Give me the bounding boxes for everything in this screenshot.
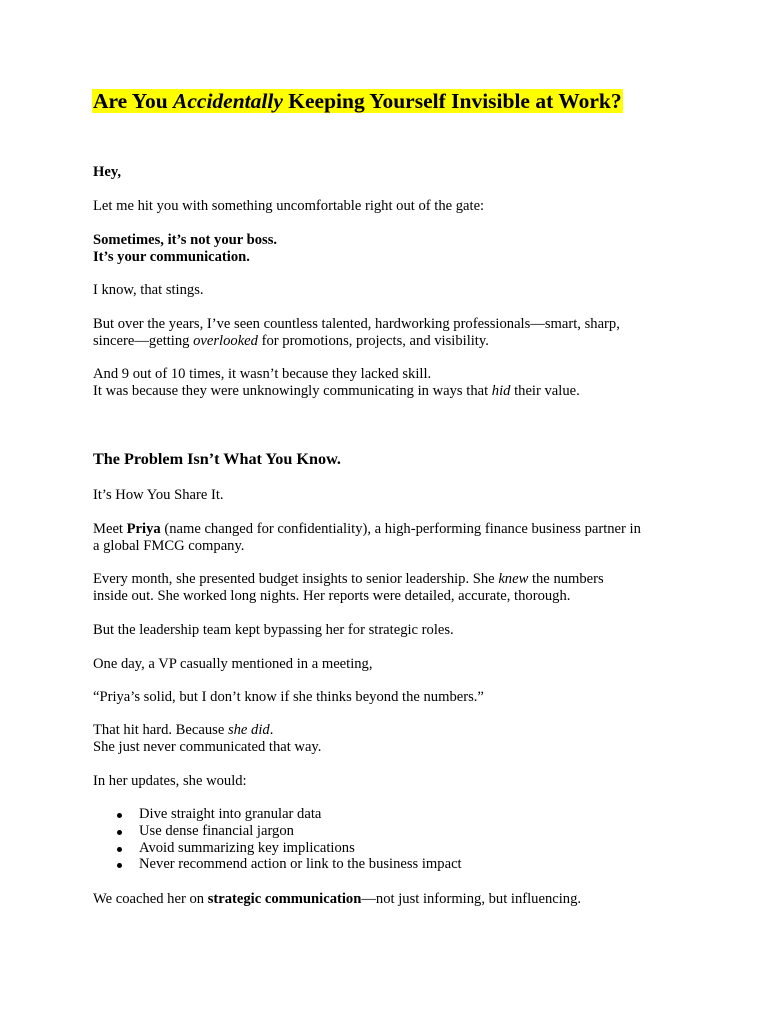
- years-line-1: But over the years, I’ve seen countless talented, hardworking professionals—smart, sharp,: [93, 316, 620, 332]
- bullet-icon: [117, 863, 122, 868]
- coached-post: —not just informing, but influencing.: [361, 891, 582, 907]
- month-line-1-pre: Every month, she presented budget insights to senior leadership. She: [93, 571, 499, 587]
- coached-paragraph: [93, 891, 693, 908]
- page-title: [92, 88, 623, 114]
- hit-hard-paragraph: [93, 722, 693, 756]
- bullet-icon: [117, 830, 122, 835]
- month-line-2: inside out. She worked long nights. Her reports were detailed, accurate, thorough.: [93, 587, 571, 604]
- bullet-text: Never recommend action or link to the business impact: [139, 856, 462, 873]
- bullet-icon: [117, 847, 122, 852]
- hit-hard-em: she did: [227, 722, 270, 738]
- nine-line-1: And 9 out of 10 times, it wasn’t because they lacked skill.: [93, 366, 432, 382]
- bullet-icon: [117, 813, 122, 818]
- month-paragraph: [93, 571, 693, 605]
- updates-intro: In her updates, she would:: [93, 773, 247, 789]
- list-item: [93, 840, 462, 857]
- years-line-2-pre: sincere—getting: [93, 332, 194, 349]
- hit-hard-post: .: [269, 722, 274, 738]
- vp-paragraph: One day, a VP casually mentioned in a meeting,: [93, 656, 373, 672]
- greeting: Hey,: [93, 164, 121, 180]
- bold-line-1: Sometimes, it’s not your boss.: [93, 232, 278, 248]
- priya-paragraph: [93, 521, 693, 555]
- month-line-1-em: knew: [498, 571, 529, 587]
- priya-line-1: [93, 521, 693, 538]
- quote-paragraph: “Priya’s solid, but I don’t know if she thinks beyond the numbers.”: [93, 689, 484, 705]
- nine-line-2-post: their value.: [510, 382, 580, 399]
- bullet-text: Use dense financial jargon: [139, 822, 294, 839]
- list-item: [93, 856, 462, 873]
- priya-line-2: a global FMCG company.: [93, 537, 245, 554]
- section-heading: The Problem Isn’t What You Know.: [93, 450, 341, 468]
- nine-paragraph: [93, 366, 693, 400]
- priya-line-1-pre: Meet: [93, 521, 127, 537]
- years-line-2-em: overlooked: [193, 332, 258, 349]
- priya-name: Priya: [126, 521, 161, 537]
- coached-bold: strategic communication: [207, 891, 362, 907]
- priya-line-1-post: (name changed for confidentiality), a high-performing finance business partner in: [160, 521, 641, 537]
- title-emphasis: Accidentally: [173, 89, 283, 113]
- stings-paragraph: I know, that stings.: [93, 282, 204, 298]
- nine-line-2-em: hid: [491, 382, 511, 399]
- years-line-2: [93, 333, 693, 350]
- title-highlight: [92, 89, 623, 113]
- intro-paragraph: Let me hit you with something uncomfortable right out of the gate:: [93, 198, 485, 214]
- nine-line-2: [93, 383, 693, 400]
- bypass-paragraph: But the leadership team kept bypassing her for strategic roles.: [93, 622, 454, 638]
- bold-statement: [93, 232, 693, 266]
- hit-hard-line-2: She just never communicated that way.: [93, 738, 322, 755]
- bold-line-2: It’s your communication.: [93, 248, 250, 265]
- bullet-text: Avoid summarizing key implications: [139, 839, 355, 856]
- month-line-1-post: the numbers: [528, 571, 604, 587]
- bullet-text: Dive straight into granular data: [139, 806, 322, 822]
- hit-hard-line-1: [93, 722, 693, 739]
- nine-line-2-pre: It was because they were unknowingly communicating in ways that: [93, 382, 492, 399]
- coached-pre: We coached her on: [93, 891, 208, 907]
- list-item: [93, 806, 462, 823]
- years-line-2-post: for promotions, projects, and visibility.: [257, 332, 489, 349]
- behaviour-bullet-list: [93, 806, 462, 873]
- month-line-1: [93, 571, 693, 588]
- title-part2: Keeping Yourself Invisible at Work?: [282, 89, 622, 113]
- list-item: [93, 823, 462, 840]
- years-paragraph: [93, 316, 693, 350]
- title-part1: Are You: [93, 89, 174, 113]
- hit-hard-pre: That hit hard. Because: [93, 722, 228, 738]
- section-subheading: It’s How You Share It.: [93, 487, 224, 503]
